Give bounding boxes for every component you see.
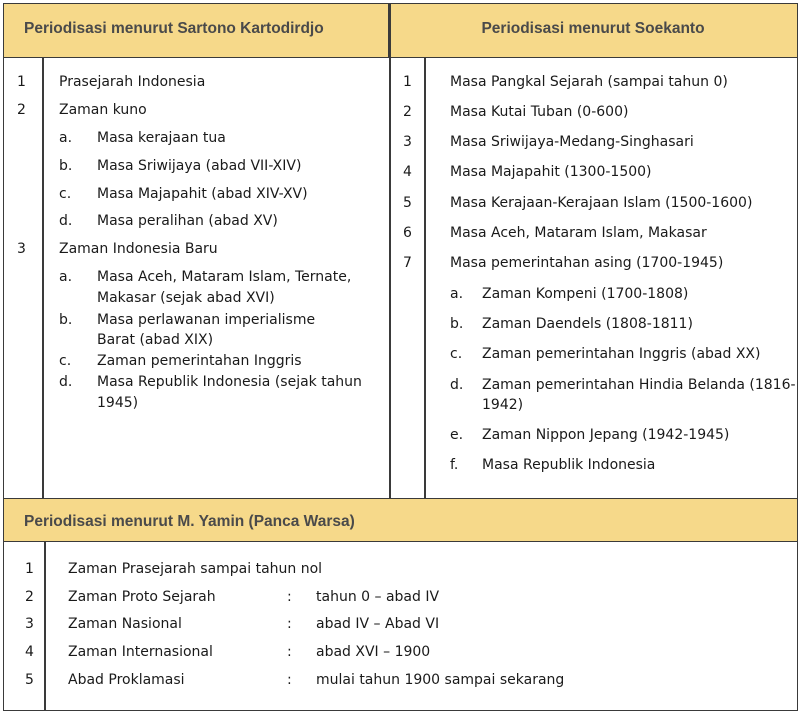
list-item: Zaman Internasional: [68, 644, 213, 660]
column-divider: [389, 4, 391, 498]
list-item-continued: 1942): [482, 397, 524, 413]
list-item-letter: b.: [59, 158, 73, 174]
list-item-continued: Makasar (sejak abad XVI): [97, 290, 275, 306]
list-item-letter: c.: [59, 186, 72, 202]
list-item-letter: c.: [59, 353, 72, 369]
list-item-separator: :: [287, 644, 292, 660]
list-item-letter: b.: [450, 316, 464, 332]
list-item-letter: f.: [450, 457, 459, 473]
list-item-letter: a.: [450, 286, 464, 302]
list-item-letter: b.: [59, 312, 73, 328]
list-item-letter: e.: [450, 427, 464, 443]
list-item: Masa Sriwijaya (abad VII-XIV): [97, 158, 302, 174]
list-item-period: abad IV – Abad VI: [316, 616, 440, 632]
list-item: Zaman pemerintahan Inggris (abad XX): [482, 346, 761, 362]
list-item-letter: a.: [59, 130, 73, 146]
list-item: Masa kerajaan tua: [97, 130, 226, 146]
list-item-separator: :: [287, 672, 292, 688]
list-item: Zaman Proto Sejarah: [68, 589, 216, 605]
list-item: Masa Aceh, Mataram Islam, Ternate,: [97, 269, 352, 285]
list-item-continued: Barat (abad XIX): [97, 332, 214, 348]
list-item: Zaman Prasejarah sampai tahun nol: [68, 561, 323, 577]
right-column-title: Periodisasi menurut Soekanto: [481, 20, 705, 37]
bottom-section-header: [4, 498, 797, 542]
list-item: Masa Kutai Tuban (0-600): [450, 104, 629, 120]
list-item: Zaman Indonesia Baru: [59, 241, 218, 257]
list-item-number: 2: [17, 102, 26, 118]
list-item-letter: d.: [59, 213, 73, 229]
list-item-separator: :: [287, 589, 292, 605]
list-item: Masa Republik Indonesia: [482, 457, 656, 473]
list-item-number: 4: [403, 164, 412, 180]
list-item: Masa Majapahit (1300-1500): [450, 164, 652, 180]
list-item-period: abad XVI – 1900: [316, 644, 431, 660]
left-number-divider: [42, 58, 44, 498]
left-column-header: [4, 4, 389, 58]
list-item: Zaman Daendels (1808-1811): [482, 316, 693, 332]
list-item-number: 1: [17, 74, 26, 90]
list-item-number: 6: [403, 225, 412, 241]
list-item-separator: :: [287, 616, 292, 632]
list-item: Masa pemerintahan asing (1700-1945): [450, 255, 724, 271]
list-item: Masa perlawanan imperialisme: [97, 312, 316, 328]
list-item: Abad Proklamasi: [68, 672, 185, 688]
list-item-number: 3: [403, 134, 412, 150]
list-item: Zaman Nippon Jepang (1942-1945): [482, 427, 730, 443]
list-item: Masa Sriwijaya-Medang-Singhasari: [450, 134, 694, 150]
list-item-number: 1: [403, 74, 412, 90]
list-item-number: 3: [17, 241, 26, 257]
right-number-divider: [424, 58, 426, 498]
list-item: Masa peralihan (abad XV): [97, 213, 278, 229]
list-item: Masa Kerajaan-Kerajaan Islam (1500-1600): [450, 195, 753, 211]
list-item-continued: 1945): [97, 395, 139, 411]
list-item: Zaman Kompeni (1700-1808): [482, 286, 689, 302]
list-item-letter: c.: [450, 346, 463, 362]
right-column-header: [389, 4, 797, 58]
list-item-number: 4: [25, 644, 34, 660]
list-item: Zaman Nasional: [68, 616, 182, 632]
list-item: Masa Republik Indonesia (sejak tahun: [97, 374, 362, 390]
list-item: Prasejarah Indonesia: [59, 74, 206, 90]
list-item: Zaman pemerintahan Hindia Belanda (1816-: [482, 377, 796, 393]
list-item-number: 2: [25, 589, 34, 605]
list-item: Masa Aceh, Mataram Islam, Makasar: [450, 225, 707, 241]
list-item: Masa Majapahit (abad XIV-XV): [97, 186, 308, 202]
list-item-number: 5: [403, 195, 412, 211]
list-item: Zaman kuno: [59, 102, 147, 118]
list-item-letter: d.: [59, 374, 73, 390]
list-item-number: 2: [403, 104, 412, 120]
list-item-period: tahun 0 – abad IV: [316, 589, 440, 605]
list-item-number: 7: [403, 255, 412, 271]
list-item: Zaman pemerintahan Inggris: [97, 353, 302, 369]
list-item: Masa Pangkal Sejarah (sampai tahun 0): [450, 74, 728, 90]
bottom-number-divider: [44, 542, 46, 710]
left-column-title: Periodisasi menurut Sartono Kartodirdjo: [24, 20, 324, 37]
list-item-number: 5: [25, 672, 34, 688]
list-item-period: mulai tahun 1900 sampai sekarang: [316, 672, 565, 688]
list-item-letter: d.: [450, 377, 464, 393]
list-item-number: 3: [25, 616, 34, 632]
list-item-letter: a.: [59, 269, 73, 285]
bottom-section-title: Periodisasi menurut M. Yamin (Panca Warsa): [24, 513, 355, 530]
list-item-number: 1: [25, 561, 34, 577]
